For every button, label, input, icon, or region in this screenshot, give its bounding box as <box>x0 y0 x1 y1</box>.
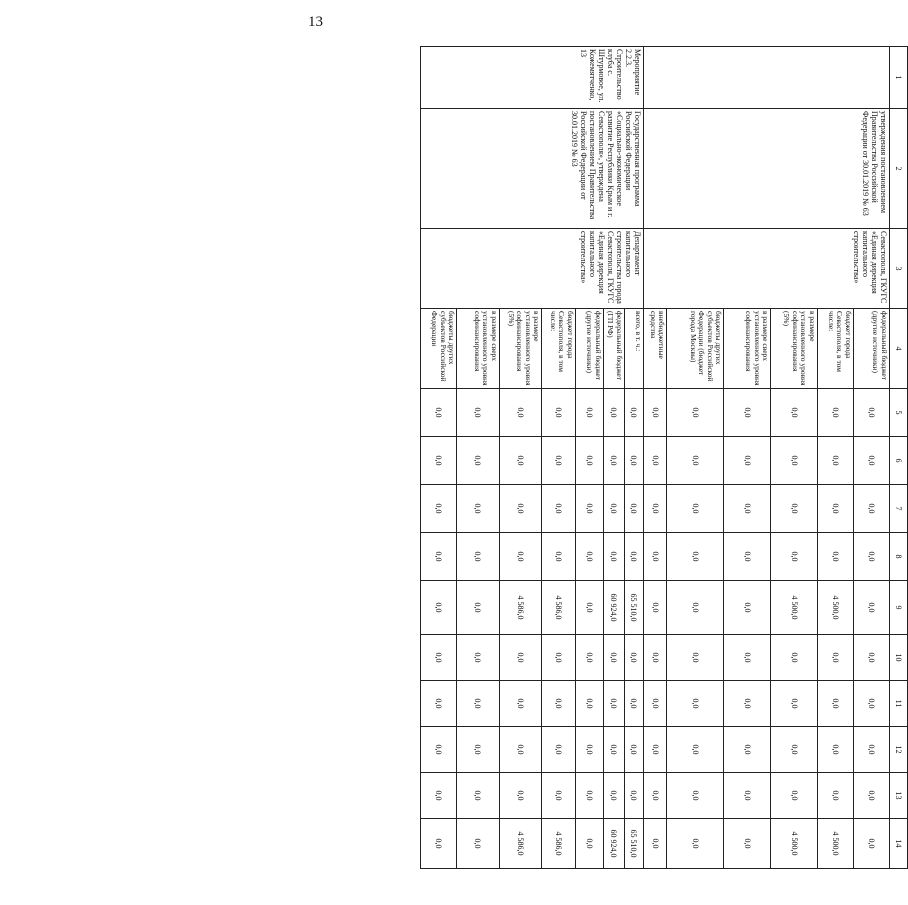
amount-cell: 0,0 <box>667 533 724 581</box>
amount-cell: 0,0 <box>853 533 889 581</box>
amount-cell: 0,0 <box>576 681 604 727</box>
amount-cell: 0,0 <box>542 681 576 727</box>
amount-cell: 0,0 <box>724 437 771 485</box>
rotated-table-container <box>420 46 908 868</box>
amount-cell: 0,0 <box>724 681 771 727</box>
amount-cell: 0,0 <box>853 635 889 681</box>
amount-cell: 0,0 <box>817 727 853 773</box>
amount-cell: 0,0 <box>771 389 818 437</box>
funding-source-label: бюджеты других субъектов Российской Федерации (бюджет города Москвы) <box>667 309 724 389</box>
amount-cell: 0,0 <box>576 485 604 533</box>
amount-cell: 0,0 <box>421 773 457 819</box>
amount-cell: 0,0 <box>457 581 499 635</box>
amount-cell: 0,0 <box>499 437 541 485</box>
amount-cell: 0,0 <box>817 485 853 533</box>
amount-cell: 0,0 <box>576 389 604 437</box>
funding-source-label: бюджет города Севастополя, в том числе: <box>817 309 853 389</box>
financing-table <box>420 46 908 869</box>
amount-cell: 4 586,0 <box>542 581 576 635</box>
amount-cell: 0,0 <box>643 681 666 727</box>
amount-cell: 0,0 <box>457 681 499 727</box>
header-cell: 12 <box>889 727 907 773</box>
header-cell: 3 <box>889 229 907 309</box>
amount-cell: 0,0 <box>667 635 724 681</box>
amount-cell: 0,0 <box>499 773 541 819</box>
table-body <box>421 47 908 869</box>
amount-cell: 0,0 <box>576 635 604 681</box>
table-row <box>853 47 889 869</box>
amount-cell: 0,0 <box>643 581 666 635</box>
executor-cell: Севастополя, ГКУГС «Единая дирекция капитального строительства» <box>643 229 889 309</box>
amount-cell: 0,0 <box>576 533 604 581</box>
funding-source-label: в размере сверх установленного уровня софинансирования <box>457 309 499 389</box>
amount-cell: 0,0 <box>643 819 666 869</box>
amount-cell: 0,0 <box>817 773 853 819</box>
amount-cell: 0,0 <box>817 437 853 485</box>
amount-cell: 0,0 <box>542 635 576 681</box>
amount-cell: 0,0 <box>771 437 818 485</box>
amount-cell: 0,0 <box>771 681 818 727</box>
amount-cell: 0,0 <box>853 681 889 727</box>
amount-cell: 0,0 <box>853 437 889 485</box>
amount-cell: 0,0 <box>724 819 771 869</box>
amount-cell: 0,0 <box>499 533 541 581</box>
amount-cell: 0,0 <box>542 533 576 581</box>
amount-cell: 0,0 <box>667 485 724 533</box>
amount-cell: 4 500,0 <box>817 581 853 635</box>
amount-cell: 0,0 <box>643 389 666 437</box>
page-number: 13 <box>308 14 323 30</box>
program-cell: Государственная программа Российской Федерации «Социально-экономическое развитие Республики Крым и г. Севастополя», утверждена постановлением Правительства Российской Федерации от 30.01.2019 № 63 <box>421 109 644 229</box>
amount-cell: 60 924,0 <box>603 819 624 869</box>
amount-cell: 0,0 <box>576 819 604 869</box>
amount-cell: 0,0 <box>817 681 853 727</box>
amount-cell: 0,0 <box>667 819 724 869</box>
header-cell: 10 <box>889 635 907 681</box>
amount-cell: 0,0 <box>853 389 889 437</box>
amount-cell: 0,0 <box>542 773 576 819</box>
amount-cell: 0,0 <box>724 533 771 581</box>
amount-cell: 0,0 <box>624 533 643 581</box>
header-cell: 13 <box>889 773 907 819</box>
amount-cell: 0,0 <box>542 727 576 773</box>
header-cell: 9 <box>889 581 907 635</box>
amount-cell: 0,0 <box>724 773 771 819</box>
amount-cell: 0,0 <box>499 485 541 533</box>
program-cell: утверждения постановлением Правительства Российской Федерации от 30.01.2019 № 63 <box>643 109 889 229</box>
funding-source-label: бюджет города Севастополя, в том числе: <box>542 309 576 389</box>
header-cell: 14 <box>889 819 907 869</box>
header-cell: 2 <box>889 109 907 229</box>
amount-cell: 0,0 <box>457 533 499 581</box>
amount-cell: 0,0 <box>667 773 724 819</box>
amount-cell: 0,0 <box>771 533 818 581</box>
amount-cell: 0,0 <box>724 485 771 533</box>
amount-cell: 0,0 <box>724 635 771 681</box>
amount-cell: 0,0 <box>643 437 666 485</box>
amount-cell: 0,0 <box>603 773 624 819</box>
header-cell: 4 <box>889 309 907 389</box>
amount-cell: 0,0 <box>853 819 889 869</box>
measure-cell: Мероприятие 2.2.3. Строительство клуба с. Штурмовое, ул. Кожемятченко, 13 <box>421 47 644 109</box>
amount-cell: 0,0 <box>624 681 643 727</box>
amount-cell: 0,0 <box>421 437 457 485</box>
executor-cell: Департамент капитального строительства города Севастополя, ГКУГС «Единая дирекция капитального строительства» <box>421 229 644 309</box>
amount-cell: 0,0 <box>421 581 457 635</box>
amount-cell: 0,0 <box>603 389 624 437</box>
header-row <box>889 47 907 869</box>
amount-cell: 0,0 <box>421 727 457 773</box>
amount-cell: 0,0 <box>643 485 666 533</box>
header-cell: 8 <box>889 533 907 581</box>
amount-cell: 0,0 <box>667 681 724 727</box>
amount-cell: 0,0 <box>457 389 499 437</box>
amount-cell: 0,0 <box>457 437 499 485</box>
amount-cell: 0,0 <box>457 773 499 819</box>
amount-cell: 0,0 <box>457 819 499 869</box>
header-cell: 5 <box>889 389 907 437</box>
amount-cell: 0,0 <box>499 389 541 437</box>
amount-cell: 0,0 <box>499 681 541 727</box>
header-cell: 11 <box>889 681 907 727</box>
amount-cell: 0,0 <box>624 773 643 819</box>
amount-cell: 0,0 <box>603 727 624 773</box>
amount-cell: 0,0 <box>603 533 624 581</box>
amount-cell: 0,0 <box>853 485 889 533</box>
amount-cell: 4 586,0 <box>499 581 541 635</box>
amount-cell: 0,0 <box>457 635 499 681</box>
funding-source-label: бюджеты других субъектов Российской Федерации <box>421 309 457 389</box>
funding-source-label: в размере сверх установленного уровня софинансирования <box>724 309 771 389</box>
amount-cell: 0,0 <box>542 485 576 533</box>
amount-cell: 0,0 <box>542 437 576 485</box>
amount-cell: 0,0 <box>421 819 457 869</box>
amount-cell: 0,0 <box>499 635 541 681</box>
amount-cell: 0,0 <box>421 681 457 727</box>
amount-cell: 0,0 <box>624 727 643 773</box>
amount-cell: 0,0 <box>724 389 771 437</box>
amount-cell: 0,0 <box>667 437 724 485</box>
amount-cell: 0,0 <box>576 581 604 635</box>
funding-source-label: в размере установленного уровня софинансирования (5%) <box>499 309 541 389</box>
amount-cell: 65 510,0 <box>624 581 643 635</box>
amount-cell: 0,0 <box>421 485 457 533</box>
amount-cell: 0,0 <box>421 533 457 581</box>
amount-cell: 0,0 <box>724 727 771 773</box>
amount-cell: 0,0 <box>576 727 604 773</box>
amount-cell: 0,0 <box>542 389 576 437</box>
amount-cell: 4 500,0 <box>817 819 853 869</box>
amount-cell: 0,0 <box>421 635 457 681</box>
amount-cell: 0,0 <box>603 635 624 681</box>
amount-cell: 0,0 <box>817 635 853 681</box>
funding-source-label: внебюджетные средства <box>643 309 666 389</box>
amount-cell: 0,0 <box>603 485 624 533</box>
amount-cell: 0,0 <box>499 727 541 773</box>
amount-cell: 0,0 <box>576 773 604 819</box>
amount-cell: 0,0 <box>771 727 818 773</box>
measure-cell <box>643 47 889 109</box>
header-cell: 1 <box>889 47 907 109</box>
amount-cell: 0,0 <box>771 635 818 681</box>
amount-cell: 0,0 <box>853 581 889 635</box>
amount-cell: 4 500,0 <box>771 819 818 869</box>
amount-cell: 65 510,0 <box>624 819 643 869</box>
amount-cell: 0,0 <box>624 389 643 437</box>
funding-source-label: в размере установленного уровня софинансирования (5%) <box>771 309 818 389</box>
amount-cell: 0,0 <box>624 485 643 533</box>
amount-cell: 0,0 <box>421 389 457 437</box>
amount-cell: 0,0 <box>643 727 666 773</box>
funding-source-label: всего, в т. ч.: <box>624 309 643 389</box>
amount-cell: 0,0 <box>624 635 643 681</box>
funding-source-label: федеральный бюджет (другие источники) <box>853 309 889 389</box>
amount-cell: 0,0 <box>853 773 889 819</box>
amount-cell: 0,0 <box>457 485 499 533</box>
header-cell: 6 <box>889 437 907 485</box>
amount-cell: 0,0 <box>817 533 853 581</box>
amount-cell: 0,0 <box>643 773 666 819</box>
amount-cell: 0,0 <box>817 389 853 437</box>
amount-cell: 0,0 <box>853 727 889 773</box>
funding-source-label: федеральный бюджет (ГП РФ) <box>603 309 624 389</box>
amount-cell: 4 586,0 <box>499 819 541 869</box>
header-cell: 7 <box>889 485 907 533</box>
amount-cell: 0,0 <box>603 437 624 485</box>
amount-cell: 0,0 <box>643 533 666 581</box>
amount-cell: 0,0 <box>771 773 818 819</box>
amount-cell: 60 924,0 <box>603 581 624 635</box>
amount-cell: 0,0 <box>603 681 624 727</box>
amount-cell: 0,0 <box>624 437 643 485</box>
amount-cell: 0,0 <box>667 727 724 773</box>
amount-cell: 0,0 <box>771 485 818 533</box>
funding-source-label: федеральный бюджет (другие источники) <box>576 309 604 389</box>
amount-cell: 0,0 <box>643 635 666 681</box>
amount-cell: 0,0 <box>576 437 604 485</box>
amount-cell: 4 500,0 <box>771 581 818 635</box>
amount-cell: 0,0 <box>457 727 499 773</box>
amount-cell: 0,0 <box>724 581 771 635</box>
amount-cell: 4 586,0 <box>542 819 576 869</box>
amount-cell: 0,0 <box>667 581 724 635</box>
table-row <box>624 47 643 869</box>
amount-cell: 0,0 <box>667 389 724 437</box>
